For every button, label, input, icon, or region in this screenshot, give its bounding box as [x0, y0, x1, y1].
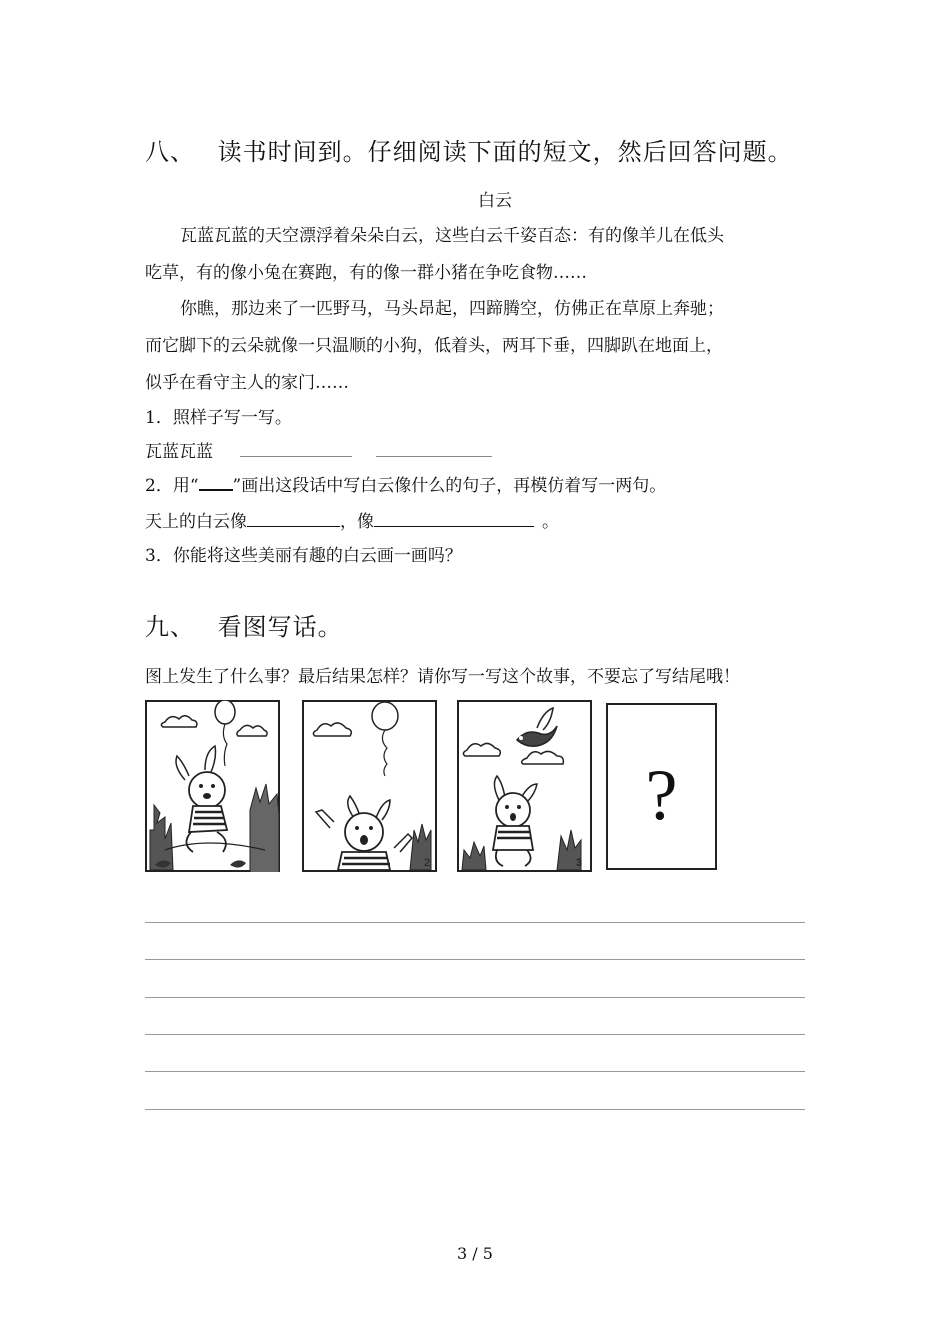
q2-fill-label-b: ，像 — [340, 512, 374, 532]
section9-prompt: 图上发生了什么事？最后结果怎样？请你写一写这个故事，不要忘了写结尾哦！ — [145, 667, 740, 687]
q2-suffix: ”画出这段话中写白云像什么的句子，再模仿着写一两句。 — [232, 476, 667, 496]
q2-prefix: 2．用“ — [145, 476, 199, 496]
section8-heading — [145, 132, 793, 167]
writing-line-4[interactable] — [145, 1034, 805, 1035]
para2-line2: 而它脚下的云朵就像一只温顺的小狗，低着头，两耳下垂，四脚趴在地面上， — [145, 336, 723, 356]
q2-fill-blank-2[interactable] — [374, 526, 534, 527]
q2-fill-end: 。 — [542, 512, 559, 532]
section8-title: 读书时间到。仔细阅读下面的短文，然后回答问题。 — [217, 138, 793, 166]
para1-line1: 瓦蓝瓦蓝的天空漂浮着朵朵白云，这些白云千姿百态：有的像羊儿在低头 — [180, 226, 724, 246]
writing-line-6[interactable] — [145, 1109, 805, 1110]
panel-3-number: 3 — [576, 857, 583, 869]
q2-fill-label-a: 天上的白云像 — [145, 512, 247, 532]
q2-fill-blank-1[interactable] — [247, 526, 340, 527]
writing-line-5[interactable] — [145, 1071, 805, 1072]
rabbit-with-balloon-illustration — [145, 700, 280, 872]
question-3: 3．你能将这些美丽有趣的白云画一画吗？ — [145, 546, 462, 566]
writing-line-1[interactable] — [145, 922, 805, 923]
section9-title: 看图写话。 — [217, 613, 343, 641]
panel-2-number: 2 — [424, 857, 431, 869]
q1-answer-blank-1[interactable] — [240, 456, 352, 457]
writing-line-2[interactable] — [145, 959, 805, 960]
picture-panel-2 — [302, 700, 437, 872]
q2-fill-row — [145, 507, 559, 532]
balloon-flying-away-illustration — [302, 700, 437, 872]
picture-panel-4 — [606, 703, 717, 870]
writing-line-3[interactable] — [145, 997, 805, 998]
para2-line1: 你瞧，那边来了一匹野马，马头昂起，四蹄腾空，仿佛正在草原上奔驰； — [180, 299, 724, 319]
section9-number: 九、 — [145, 613, 195, 641]
q1-answer-blank-2[interactable] — [376, 456, 492, 457]
story-title: 白云 — [478, 191, 512, 211]
question-1: 1．照样子写一写。 — [145, 408, 292, 428]
picture-panel-3 — [457, 700, 592, 872]
section9-heading — [145, 607, 343, 642]
para2-line3: 似乎在看守主人的家门…… — [145, 373, 349, 393]
picture-panel-1 — [145, 700, 280, 872]
q1-example-row — [145, 437, 492, 462]
question-2 — [145, 471, 666, 496]
q2-underline-sample — [199, 489, 233, 491]
bird-and-rabbit-illustration — [457, 700, 592, 872]
page-number: 3 / 5 — [457, 1244, 493, 1263]
para1-line2: 吃草，有的像小兔在赛跑，有的像一群小猪在争吃食物…… — [145, 263, 587, 283]
question-mark-icon: ? — [645, 755, 678, 835]
q1-example-word: 瓦蓝瓦蓝 — [145, 442, 213, 462]
section8-number: 八、 — [145, 138, 195, 166]
